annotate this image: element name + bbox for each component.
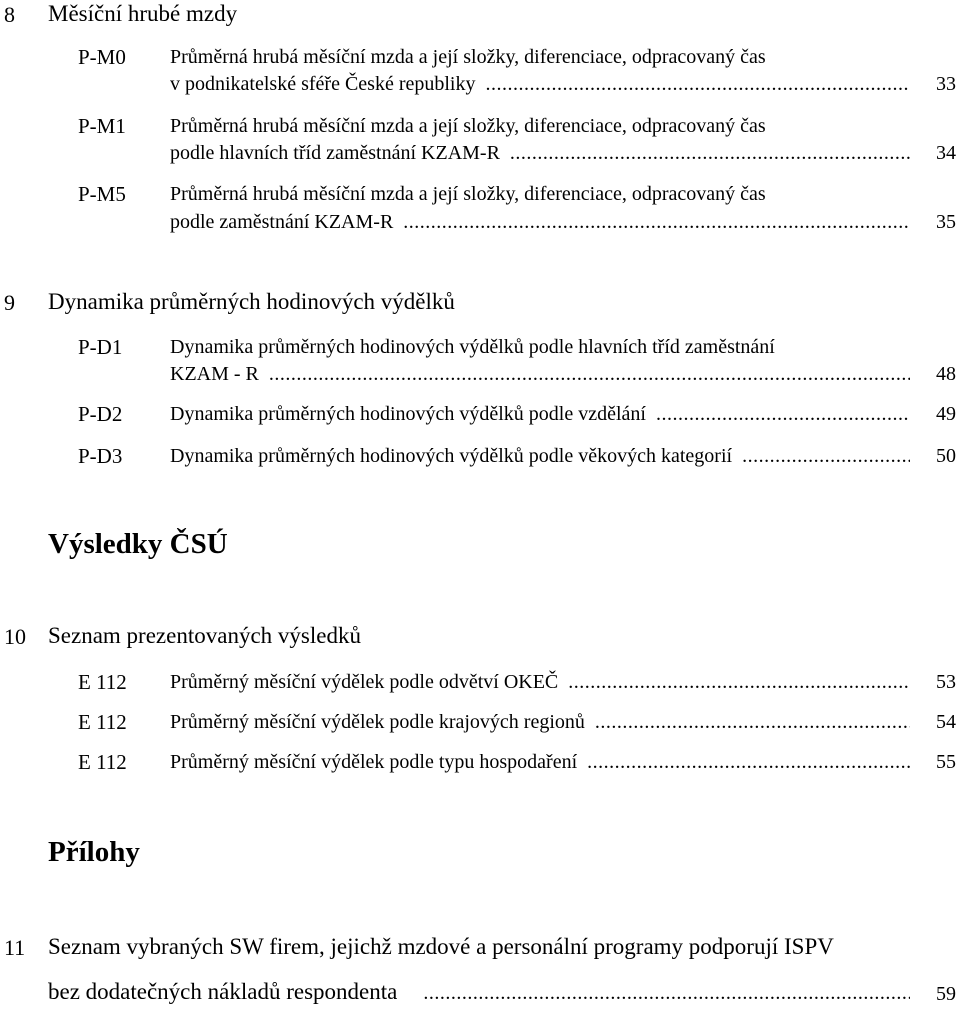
page-number: 48 [936, 363, 956, 385]
toc-entry-text: podle hlavních tříd zaměstnání KZAM-R [170, 142, 500, 164]
toc-entry-row[interactable] [170, 671, 910, 694]
toc-entry-row[interactable] [48, 979, 910, 1005]
page-number: 59 [936, 983, 956, 1005]
page-number: 33 [936, 73, 956, 95]
dot-leader [568, 671, 910, 694]
section-10-number: 10 [4, 624, 26, 649]
toc-code: E 112 [78, 670, 127, 694]
section-9-number: 9 [4, 290, 15, 315]
heading-results: Výsledky ČSÚ [48, 528, 228, 560]
toc-entry-text[interactable]: Dynamika průměrných hodinových výdělků podle hlavních tříd zaměstnání [170, 336, 775, 358]
page-number: 53 [936, 671, 956, 693]
toc-entry-text[interactable]: Průměrná hrubá měsíční mzda a její složky, diferenciace, odpracovaný čas [170, 46, 766, 68]
dot-leader [595, 711, 910, 734]
dot-leader [656, 403, 910, 426]
heading-appendix: Přílohy [48, 836, 140, 868]
dot-leader [510, 142, 910, 165]
toc-entry-text: podle zaměstnání KZAM-R [170, 211, 394, 233]
dot-leader [269, 363, 910, 386]
page-number: 35 [936, 211, 956, 233]
toc-entry-row[interactable] [170, 73, 910, 96]
section-10-title: Seznam prezentovaných výsledků [48, 623, 361, 648]
toc-entry-text[interactable]: Průměrná hrubá měsíční mzda a její složky, diferenciace, odpracovaný čas [170, 115, 766, 137]
toc-entry-text: KZAM - R [170, 363, 259, 385]
section-8-title: Měsíční hrubé mzdy [48, 1, 238, 26]
toc-entry-text: Průměrný měsíční výdělek podle odvětví OKEČ [170, 671, 559, 693]
toc-code: P-D3 [78, 444, 123, 468]
toc-entry-text: Dynamika průměrných hodinových výdělků podle vzdělání [170, 403, 646, 425]
dot-leader [587, 751, 910, 774]
toc-entry-text: Průměrný měsíční výdělek podle krajových regionů [170, 711, 585, 733]
toc-entry-row[interactable] [170, 403, 910, 426]
page-number: 34 [936, 142, 956, 164]
toc-code: E 112 [78, 710, 127, 734]
section-11-title[interactable]: Seznam vybraných SW firem, jejichž mzdové a personální programy podporují ISPV [48, 934, 834, 959]
toc-entry-text[interactable]: Průměrná hrubá měsíční mzda a její složky, diferenciace, odpracovaný čas [170, 183, 766, 205]
toc-entry-row[interactable] [170, 363, 910, 386]
page-number: 55 [936, 751, 956, 773]
page-number: 54 [936, 711, 956, 733]
toc-entry-text: Průměrný měsíční výdělek podle typu hospodaření [170, 751, 578, 773]
section-8-number: 8 [4, 2, 15, 27]
dot-leader [485, 73, 910, 96]
toc-code: P-D1 [78, 335, 123, 359]
toc-code: P-M1 [78, 114, 126, 138]
toc-code: P-D2 [78, 402, 123, 426]
toc-code: P-M0 [78, 45, 126, 69]
dot-leader [403, 211, 910, 234]
page-number: 49 [936, 403, 956, 425]
toc-code: E 112 [78, 750, 127, 774]
page-number: 50 [936, 445, 956, 467]
toc-entry-row[interactable] [170, 142, 910, 165]
dot-leader [742, 445, 910, 468]
dot-leader [423, 982, 910, 1005]
toc-code: P-M5 [78, 182, 126, 206]
toc-entry-row[interactable] [170, 711, 910, 734]
toc-entry-row[interactable] [170, 211, 910, 234]
section-9-title: Dynamika průměrných hodinových výdělků [48, 289, 455, 314]
section-11-number: 11 [4, 935, 26, 960]
toc-entry-text: v podnikatelské sféře České republiky [170, 73, 476, 95]
toc-entry-row[interactable] [170, 751, 910, 774]
toc-entry-text: bez dodatečných nákladů respondenta [48, 979, 398, 1004]
toc-entry-text: Dynamika průměrných hodinových výdělků podle věkových kategorií [170, 445, 733, 467]
toc-entry-row[interactable] [170, 445, 910, 468]
